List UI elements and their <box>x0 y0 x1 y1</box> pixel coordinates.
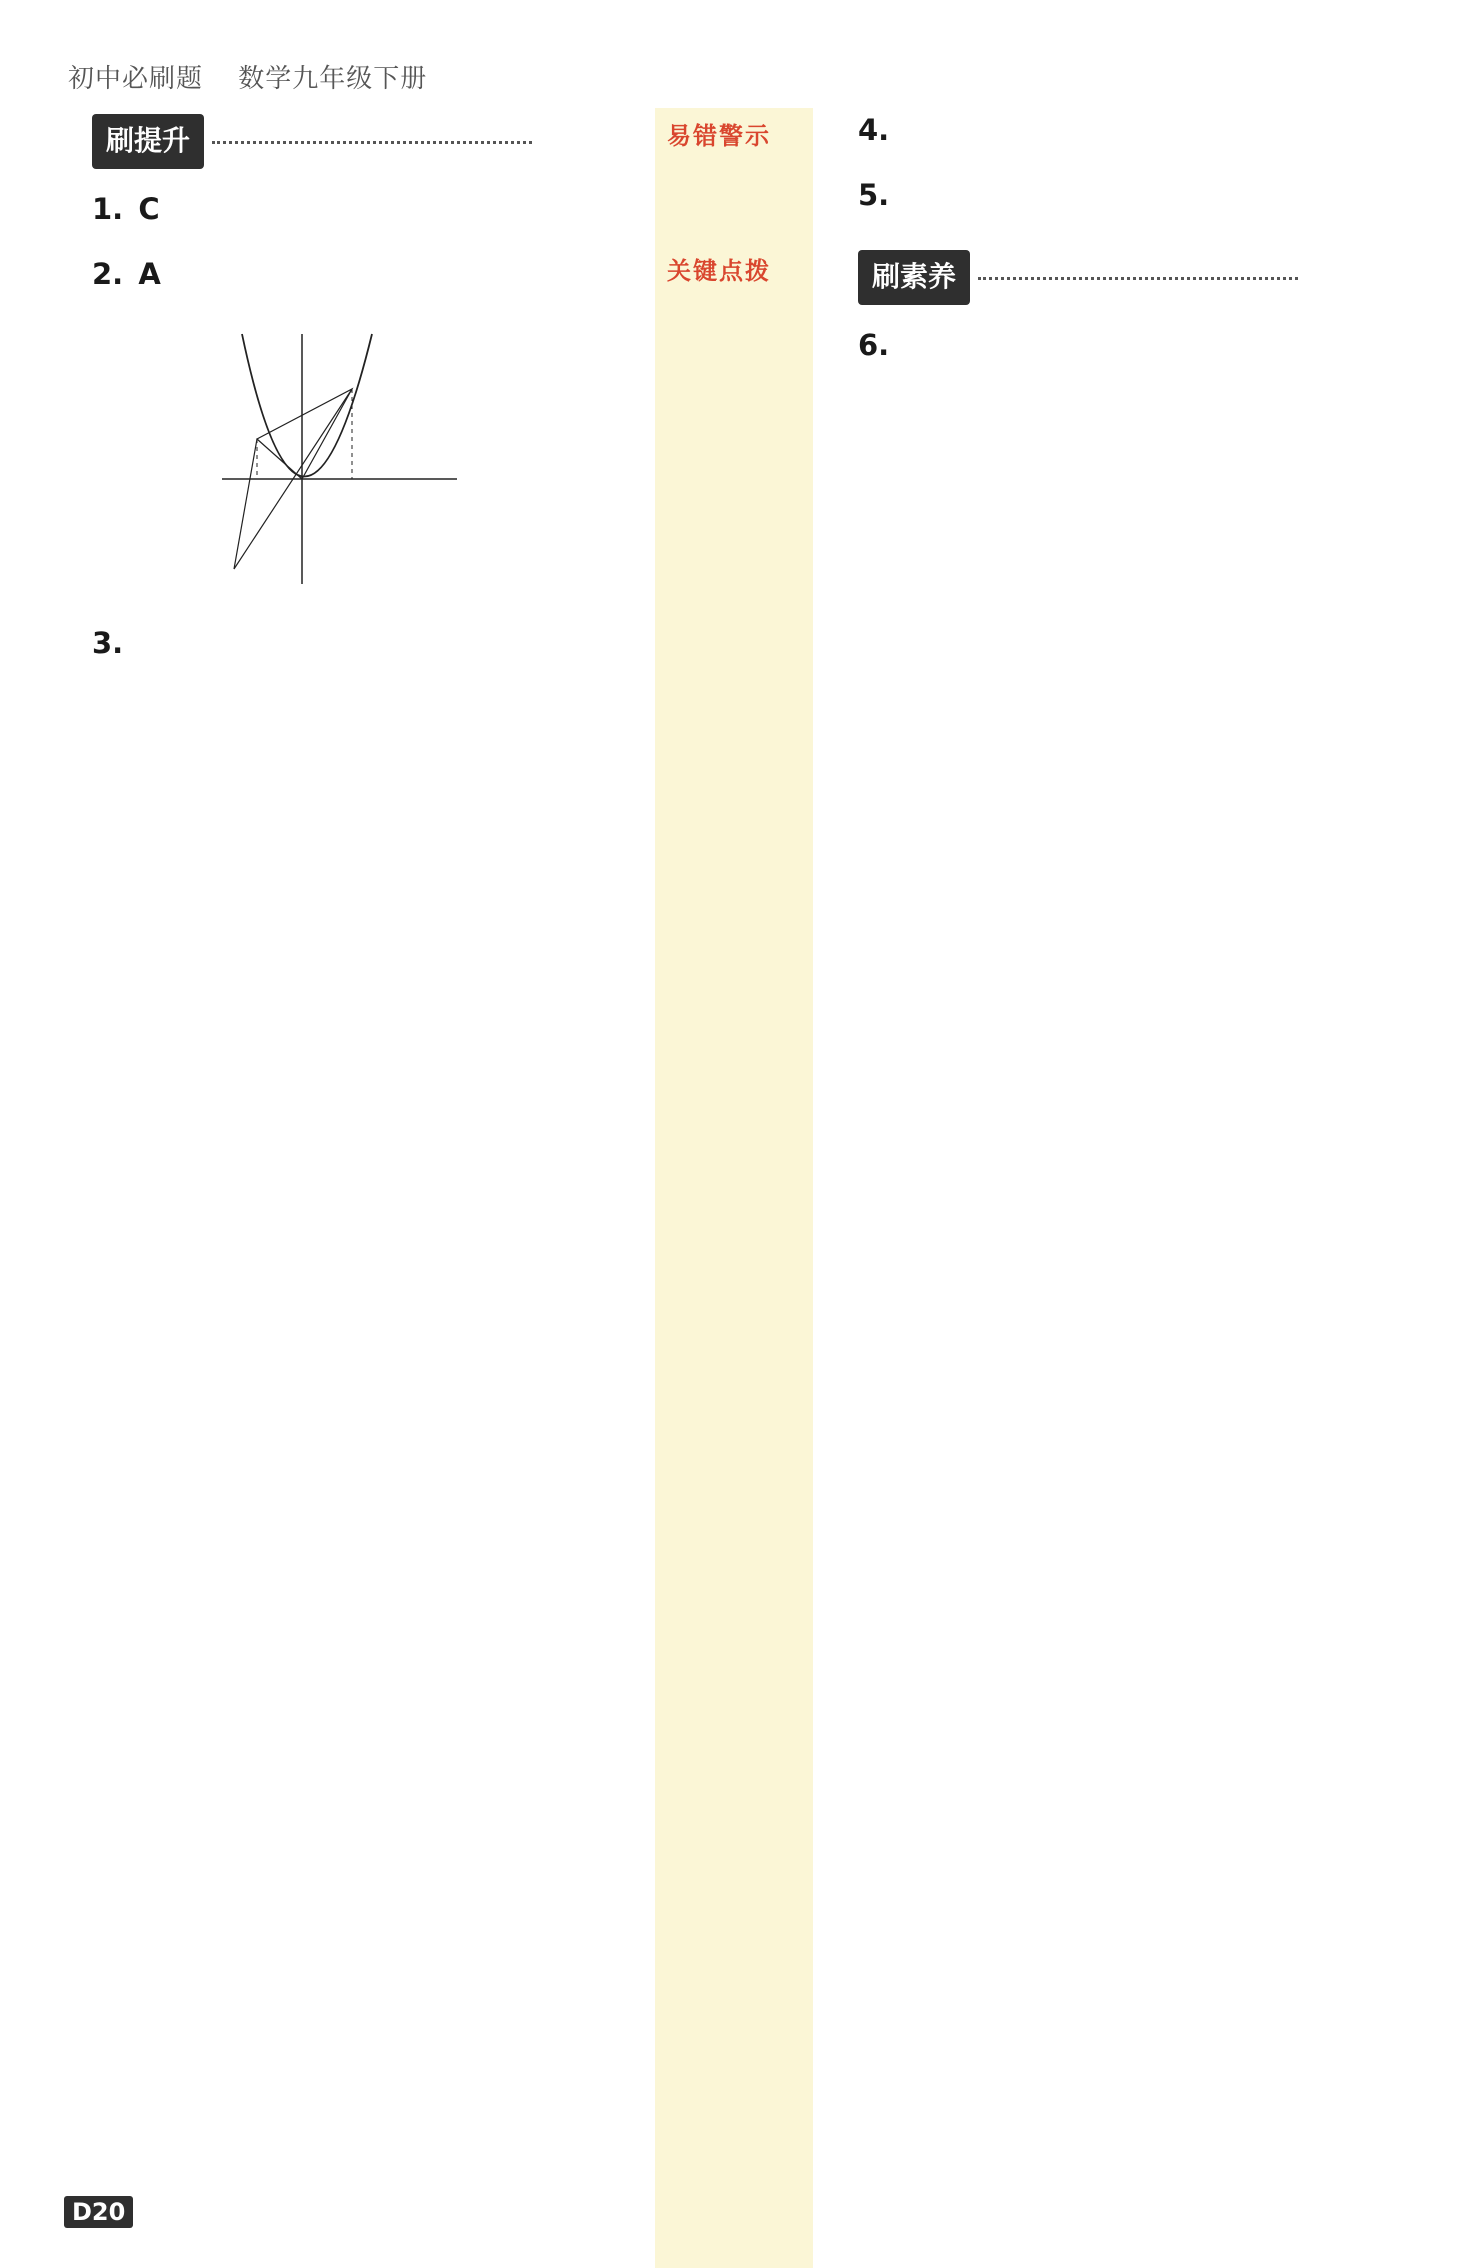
question-answer: A <box>138 257 161 291</box>
section-label: 刷素养 <box>858 250 970 305</box>
right-column <box>858 100 1418 386</box>
left-column <box>92 100 657 684</box>
parabola-figure <box>212 329 462 589</box>
question-number: 1. <box>92 192 124 226</box>
section-label: 刷提升 <box>92 114 204 169</box>
question-number: 2. <box>92 257 124 291</box>
section-heading-literacy <box>858 236 1418 315</box>
question-2 <box>92 250 657 299</box>
question-3 <box>92 619 657 668</box>
dotted-rule <box>978 277 1298 280</box>
question-4 <box>858 106 1418 155</box>
book-subject: 数学九年级下册 <box>238 64 428 94</box>
page-number: D20 <box>64 2196 133 2228</box>
segment <box>234 439 257 569</box>
dotted-rule <box>212 141 532 144</box>
page-header <box>68 58 453 95</box>
book-title: 初中必刷题 <box>68 64 204 94</box>
question-1 <box>92 185 657 234</box>
tip-title: 关键点拨 <box>667 257 771 285</box>
question-number: 6. <box>858 328 890 362</box>
tip-title: 易错警示 <box>667 122 771 150</box>
question-6 <box>858 321 1418 370</box>
section-heading-advance <box>92 100 657 179</box>
question-5 <box>858 171 1418 220</box>
question-number: 4. <box>858 113 890 147</box>
question-number: 5. <box>858 178 890 212</box>
question-number: 3. <box>92 626 124 660</box>
question-answer: C <box>138 192 160 226</box>
sidebar-notes <box>655 108 813 2268</box>
triangle <box>257 389 352 479</box>
